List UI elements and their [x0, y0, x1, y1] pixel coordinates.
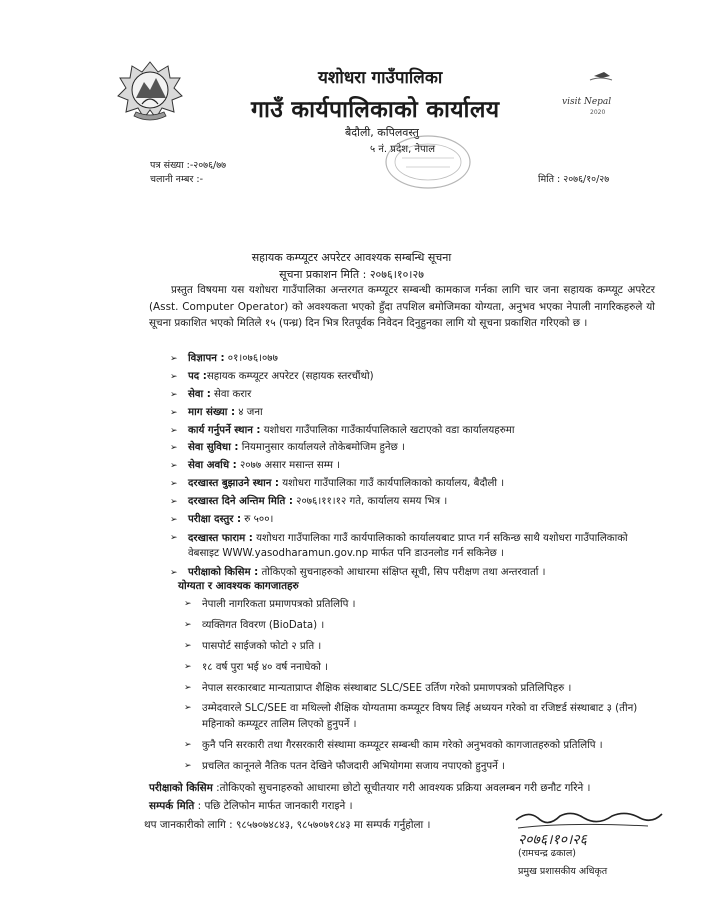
arrow-bullet-icon: ➢: [184, 739, 192, 750]
arrow-bullet-icon: ➢: [184, 760, 192, 771]
qualification-item: ➢ नेपाल सरकारबाट मान्यताप्राप्त शैक्षिक संस्थाबाट SLC/SEE उर्तिण गरेको प्रमाणपत्रको प्रतिलिपिहरु ।: [184, 681, 656, 697]
arrow-bullet-icon: ➢: [170, 443, 178, 454]
qualification-item: ➢ पासपोर्ट साईजको फोटो २ प्रति ।: [184, 639, 656, 655]
detail-item: ➢ दरखास्त फाराम : यशोधरा गाउँपालिका गाउँ कार्यपालिकाको कार्यालयबाट प्राप्त गर्न सकिन्छ साथै यशोधरा गाउँपालिकाको वेबसाइट WWW.yasodharamun.gov.np मार्फत पनि डाउनलोड गर्न सकिनेछ ।: [170, 532, 628, 560]
detail-item: ➢ परीक्षा दस्तुर : रु ५००।: [170, 514, 274, 526]
qualifications-list: [184, 597, 656, 780]
intro-paragraph: प्रस्तुत विषयमा यस यशोधरा गाउँपालिका अन्तरगत कम्प्यूटर सम्बन्धी कामकाज गर्नका लागि चार जना सहायक कम्प्यूट अपरेटर (Asst. Computer Operator) को अवश्यकता भएको हुँदा तपशिल बमोजिमका योग्यता, अनुभव भएका नेपाली नागरिकहरुले यो सूचना प्रकाशित भएको मितिले १५ (पन्ध्र) दिन भित्र रितपूर्वक निवेदन दिनुहुनका लागि यो सूचना प्रकाशित गरिएको छ ।: [149, 284, 655, 329]
qualifications-heading: योग्यता र आवश्यक कागजातहरु: [178, 580, 299, 592]
qualification-item: ➢ व्यक्तिगत विवरण (BioData) ।: [184, 618, 656, 634]
qualification-item: ➢ नेपाली नागरिकता प्रमाणपत्रको प्रतिलिपि ।: [184, 597, 656, 613]
detail-item: ➢ दरखास्त दिने अन्तिम मिति : २०७६।११।१२ गते, कार्यालय समय भित्र ।: [170, 496, 448, 508]
arrow-bullet-icon: ➢: [184, 640, 192, 651]
arrow-bullet-icon: ➢: [184, 619, 192, 630]
arrow-bullet-icon: ➢: [184, 599, 192, 609]
arrow-bullet-icon: ➢: [184, 703, 192, 714]
dispatch-number: चलानी नम्बर :-: [150, 174, 204, 185]
notice-published-date: सूचना प्रकाशन मिति : २०७६।१०।२७: [279, 268, 424, 281]
arrow-bullet-icon: ➢: [170, 515, 178, 526]
visit-nepal-logo: [560, 68, 622, 120]
signatory-name: (रामचन्द्र ढकाल): [518, 848, 577, 859]
signatory-title: प्रमुख प्रशासकीय अधिकृत: [518, 866, 608, 877]
detail-item: ➢ सेवा : सेवा करार: [170, 388, 252, 400]
arrow-bullet-icon: ➢: [184, 682, 192, 693]
detail-item: ➢ पद :सहायक कम्प्यूटर अपरेटर (सहायक स्तरचौंथो): [170, 370, 374, 382]
arrow-bullet-icon: ➢: [170, 354, 178, 364]
detail-item: ➢ परीक्षाको किसिम : तोकिएको सुचनाहरुको आधारमा संक्षिप्त सूची, सिप परीक्षण तथा अन्तरवार्ता ।: [170, 566, 546, 578]
letter-number: पत्र संख्या :-२०७६/७७: [150, 160, 227, 171]
office-stamp-icon: [382, 132, 474, 192]
svg-text:२०७६।१०।२६: २०७६।१०।२६: [518, 832, 587, 848]
exam-type-note: परीक्षाको किसिम :तोकिएको सुचनाहरुको आधारमा छोटो सूचीतयार गरी आवश्यक प्रक्रिया अवलम्बन गरी छनौट गरिने ।: [149, 782, 591, 794]
office-address: बैदौली, कपिलवस्तु: [345, 126, 419, 139]
arrow-bullet-icon: ➢: [170, 479, 178, 490]
arrow-bullet-icon: ➢: [170, 389, 178, 400]
arrow-bullet-icon: ➢: [170, 407, 178, 418]
letter-date: मिति : २०७६/१०/२७: [538, 174, 610, 185]
notice-title: सहायक कम्प्यूटर अपरेटर आवश्यक सम्बन्धि सूचना: [251, 251, 452, 264]
nepal-emblem-icon: [112, 58, 188, 124]
vacancy-details-list: [170, 352, 660, 584]
office-province: ५ नं. प्रदेश, नेपाल: [370, 144, 436, 155]
arrow-bullet-icon: ➢: [184, 661, 192, 672]
contact-phone-note: थप जानकारीको लागि : ९८५७०७४८४३, ९८५७०७१८४३ मा सम्पर्क गर्नुहोला ।: [144, 819, 431, 831]
detail-item: ➢ माग संख्या : ४ जना: [170, 406, 263, 418]
detail-item: ➢ विज्ञापन : ०१।०७६।०७७: [170, 353, 278, 364]
qualification-item: ➢ उम्मेदवारले SLC/SEE वा मथिल्लो शैक्षिक योग्यतामा कम्प्यूटर विषय लिई अध्ययन गरेको वा रजिष्टर्ड संस्थाबाट ३ (तीन) महिनाको कम्प्यूटर तालिम लिएको हुनुपर्ने ।: [184, 703, 638, 730]
arrow-bullet-icon: ➢: [170, 497, 178, 508]
detail-item: ➢ दरखास्त बुझाउने स्थान : यशोधरा गाउँपालिका गाउँ कार्यपालिकाको कार्यालय, बैदौली ।: [170, 478, 505, 490]
svg-text:2020: 2020: [590, 109, 606, 116]
detail-item: ➢ सेवा सुविधा : नियमानुसार कार्यालयले तोकेबमोजिम हुनेछ ।: [170, 442, 405, 454]
qualification-item: ➢ प्रचलित कानूनले नैतिक पतन देखिने फौजदारी अभियोगमा सजाय नपाएको हुनुपर्ने ।: [184, 759, 656, 775]
arrow-bullet-icon: ➢: [170, 532, 178, 543]
arrow-bullet-icon: ➢: [170, 425, 178, 436]
contact-date-note: सम्पर्क मिति : पछि टेलिफोन मार्फत जानकारी गराइने ।: [149, 800, 353, 812]
qualification-item: ➢ कुनै पनि सरकारी तथा गैरसरकारी संस्थामा कम्प्यूटर सम्बन्धी काम गरेको अनुभवको कागजातहरुको प्रतिलिपि ।: [184, 738, 656, 754]
detail-item: ➢ सेवा अवधि : २०७७ असार मसान्त सम्म ।: [170, 460, 341, 472]
municipality-name: यशोधरा गाउँपालिका: [318, 68, 443, 88]
svg-text:visit Nepal: visit Nepal: [562, 97, 612, 107]
qualification-item: ➢ १८ वर्ष पुरा भई ४० वर्ष ननाघेको ।: [184, 660, 656, 676]
arrow-bullet-icon: ➢: [170, 461, 178, 472]
arrow-bullet-icon: ➢: [170, 371, 178, 382]
detail-item: ➢ कार्य गर्नुपर्ने स्थान : यशोधरा गाउँपालिका गाउँकार्यपालिकाले खटाएको वडा कार्यालयहरुमा: [170, 424, 515, 436]
arrow-bullet-icon: ➢: [170, 567, 178, 578]
office-name: गाउँ कार्यपालिकाको कार्यालय: [251, 97, 500, 123]
